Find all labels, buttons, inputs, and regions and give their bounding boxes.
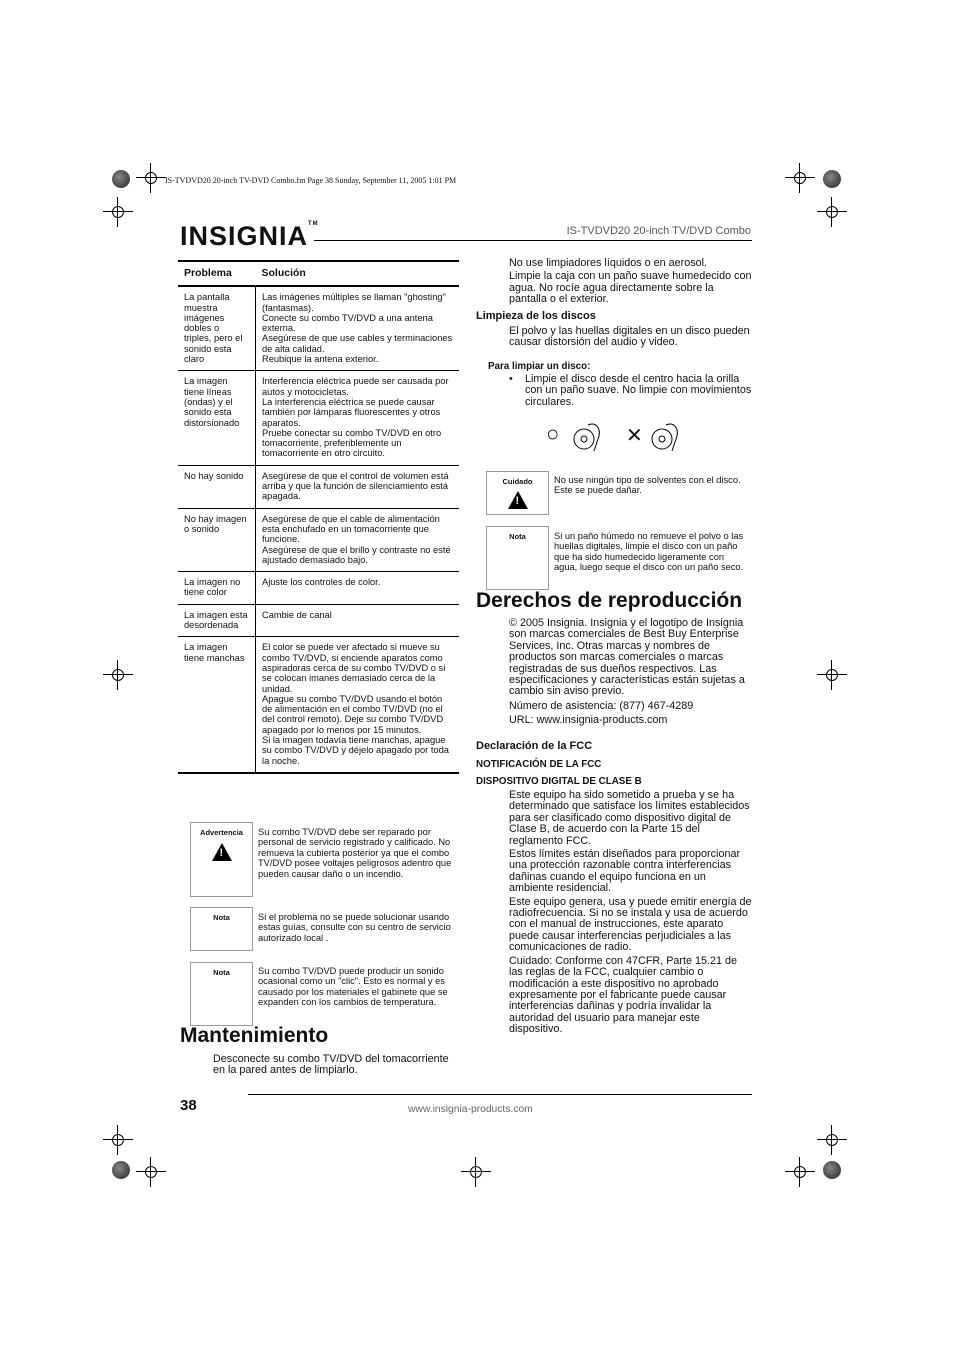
note-text: Su combo TV/DVD puede producir un sonido ocasional como un "clic". Esto es normal y es causado por los materiales el gabinete que se expanden con los cambios de temperatura. xyxy=(258,966,448,1008)
problem-cell: La pantalla muestra imágenes dobles o triples, pero el sonido esta claro xyxy=(178,286,256,371)
footer-url: www.insignia-products.com xyxy=(408,1104,533,1115)
clean-bullet xyxy=(509,374,753,408)
intro-paragraph: Limpie la caja con un paño suave humedecido con agua. No rocíe agua directamente sobre la pantalla o el exterior. xyxy=(509,270,752,306)
fcc-body xyxy=(509,790,753,1038)
registration-mark xyxy=(817,197,847,227)
solution-cell xyxy=(256,604,460,637)
solution-text: Pruebe conectar su combo TV/DVD en otro tomacorriente, preferiblemente un tomacorriente en otro circuito. xyxy=(262,427,442,459)
solution-cell xyxy=(256,286,460,371)
solution-text: Apague su combo TV/DVD usando el botón de alimentación en el combo TV/DVD (no el del control remoto). Deje su combo TV/DVD apagado por lo menos por 15 minutos. xyxy=(262,693,444,735)
copyright-heading: Derechos de reproducción xyxy=(476,589,743,612)
solution-text: Interferencia eléctrica puede ser causada por autos y motocicletas. xyxy=(262,376,449,397)
file-info: IS-TVDVD20 20-inch TV-DVD Combo.fm Page 38 Sunday, September 11, 2005 1:01 PM xyxy=(165,176,457,185)
solution-cell xyxy=(256,572,460,605)
registration-ball xyxy=(823,1161,841,1179)
clean-heading: Para limpiar un disco: xyxy=(488,361,591,372)
url-text: URL: www.insignia-products.com xyxy=(509,714,668,727)
header-rule xyxy=(314,240,752,241)
insignia-logo xyxy=(180,221,319,252)
registration-mark xyxy=(103,1125,133,1155)
note-label: Nota xyxy=(213,913,230,922)
table-row xyxy=(178,465,459,508)
troubleshooting-table xyxy=(178,260,459,774)
table-row xyxy=(178,572,459,605)
solution-text: Ajuste los controles de color. xyxy=(262,577,381,588)
warning-label: Advertencia xyxy=(200,828,243,837)
warning-icon xyxy=(508,491,528,509)
fcc-paragraph: Este equipo ha sido sometido a prueba y se ha determinado que satisface los límites establecidos para ser clasificado como dispositivo digital de Clase B, de acuerdo con la Parte 15 del reglamento FCC. xyxy=(509,789,750,847)
logo-tm: TM xyxy=(308,221,319,227)
registration-mark xyxy=(103,660,133,690)
registration-ball xyxy=(112,1161,130,1179)
disc-wipe-correct-icon xyxy=(566,417,606,457)
solution-cell xyxy=(256,637,460,773)
column-header: Problema xyxy=(178,261,256,286)
note-label: Nota xyxy=(509,532,526,541)
column-header: Solución xyxy=(256,261,460,286)
solution-text: Asegúrese de que use cables y terminaciones de alta calidad. xyxy=(262,333,453,354)
fcc-paragraph: Este equipo genera, usa y puede emitir energía de radiofrecuencia. Si no se instala y usa de acuerdo con el manual de instrucciones, este aparato puede causar interferencias perjudiciales a las comunicaciones de radio. xyxy=(509,895,752,954)
note-box xyxy=(190,962,253,1026)
disc-cleaning-illustration xyxy=(544,417,684,461)
registration-mark xyxy=(136,1157,166,1187)
fcc-heading: Declaración de la FCC xyxy=(476,740,593,752)
solution-cell xyxy=(256,465,460,508)
fcc-paragraph: Cuidado: Conforme con 47CFR, Parte 15.21 de las reglas de la FCC, cualquier cambio o modificación a este dispositivo no aprobado expresamente por el fabricante puede causar interferencias dañinas y podría invalidar la autoridad del usuario para manejar este dispositivo. xyxy=(509,954,738,1036)
copyright-section xyxy=(509,618,753,729)
solution-text: Asegúrese de que el brillo y contraste no esté ajustado demasiado bajo. xyxy=(262,544,451,565)
registration-mark xyxy=(785,163,815,193)
copyright-text: © 2005 Insignia. Insignia y el logotipo de Insignia son marcas comerciales de Best Buy Enterprise Services, Inc. Otras marcas y nombres de productos son marcas comerciales o marcas registradas de sus dueños respectivos. Las especificaciones y características están sujetas a cambio sin aviso previo. xyxy=(509,617,745,698)
problem-cell: La imagen esta desordenada xyxy=(178,604,256,637)
registration-ball xyxy=(112,170,130,188)
problem-cell: La imagen tiene líneas (ondas) y el sonido esta distorsionado xyxy=(178,371,256,465)
intro-paragraph: No use limpiadores líquidos o en aerosol. xyxy=(509,257,708,269)
note-label: Nota xyxy=(213,968,230,977)
note-text: Si un paño húmedo no remueve el polvo o las huellas digitales, limpie el disco con un paño que ha sido humedecido ligeramente con agua, luego seque el disco con un paño seco. xyxy=(554,531,744,573)
warning-icon xyxy=(212,843,232,861)
fcc-paragraph: Estos límites están diseñados para proporcionar una protección razonable contra interferencias dañinas cuando el equipo funciona en un ambiente residencial. xyxy=(509,848,741,895)
support-number: Número de asistencia: (877) 467-4289 xyxy=(509,699,694,712)
note-text: Si el problema no se puede solucionar usando estas guías, consulte con su centro de servicio autorizado local . xyxy=(258,912,451,943)
no-symbol: ✕ xyxy=(626,425,643,447)
disc-wipe-wrong-icon xyxy=(644,417,684,457)
registration-ball xyxy=(823,170,841,188)
fcc-class-b: DISPOSITIVO DIGITAL DE CLASE B xyxy=(476,776,642,787)
note-box xyxy=(190,907,253,951)
table-row xyxy=(178,637,459,773)
warning-box xyxy=(190,822,253,897)
solution-text: El color se puede ver afectado si mueve su combo TV/DVD, si enciende aparatos como aspiradoras cerca de su combo TV/DVD o si se colocan imanes demasiado cerca de la unidad. xyxy=(262,642,446,694)
maintenance-text: Desconecte su combo TV/DVD del tomacorriente en la pared antes de limpiarlo. xyxy=(213,1053,449,1077)
problem-cell: La imagen no tiene color xyxy=(178,572,256,605)
solution-text: Cambie de canal xyxy=(262,609,332,620)
registration-mark xyxy=(817,660,847,690)
logo-text: INSIGNIA xyxy=(180,221,309,251)
caution-box xyxy=(486,471,549,515)
registration-mark xyxy=(136,163,166,193)
solution-text: La interferencia eléctrica se puede causar también por lámparas fluorescentes y otros aparatos. xyxy=(262,396,441,428)
registration-mark xyxy=(461,1157,491,1187)
registration-mark xyxy=(103,197,133,227)
registration-mark xyxy=(817,1125,847,1155)
table-header-row xyxy=(178,261,459,286)
solution-text: Las imágenes múltiples se llaman "ghosting" (fantasmas). xyxy=(262,292,446,313)
solution-text: Reubique la antena exterior. xyxy=(262,354,379,365)
solution-cell xyxy=(256,508,460,571)
problem-cell: La imagen tiene manchas xyxy=(178,637,256,773)
solution-text: Si la imagen todavía tiene manchas, apague su combo TV/DVD y déjelo apagado por toda la noche. xyxy=(262,734,449,766)
caution-label: Cuidado xyxy=(502,477,533,486)
page-number: 38 xyxy=(180,1097,197,1114)
footer-rule xyxy=(248,1094,752,1095)
caution-text: No use ningún tipo de solventes con el disco. Este se puede dañar. xyxy=(554,475,741,496)
fcc-notification: NOTIFICACIÓN DE LA FCC xyxy=(476,759,602,770)
problem-cell: No hay imagen o sonido xyxy=(178,508,256,571)
table-row xyxy=(178,604,459,637)
problem-cell: No hay sonido xyxy=(178,465,256,508)
table-row xyxy=(178,286,459,371)
table-row xyxy=(178,371,459,465)
bullet-text: Limpie el disco desde el centro hacia la orilla con un paño suave. No limpie con movimientos circulares. xyxy=(525,373,752,408)
maintenance-heading: Mantenimiento xyxy=(180,1024,329,1047)
solution-text: Asegúrese de que el cable de alimentación esta enchufado en un tomacorriente que funcione. xyxy=(262,513,440,545)
disc-heading: Limpieza de los discos xyxy=(476,310,596,322)
bullet-marker: • xyxy=(509,373,513,385)
header-title: IS-TVDVD20 20-inch TV/DVD Combo xyxy=(566,225,751,237)
table-row xyxy=(178,508,459,571)
solution-text: Asegúrese de que el control de volumen está arriba y que la función de silenciamiento está apagada. xyxy=(262,470,449,502)
solution-cell xyxy=(256,371,460,465)
registration-mark xyxy=(785,1157,815,1187)
ok-symbol: ○ xyxy=(546,421,560,446)
note-box xyxy=(486,526,549,590)
right-intro xyxy=(509,258,753,308)
warning-text: Su combo TV/DVD debe ser reparado por personal de servicio registrado y calificado. No remueva la cubierta posterior ya que el combo TV/DVD posee voltajes peligrosos adentro que pueden causar daño o un incendio. xyxy=(258,827,452,879)
disc-text: El polvo y las huellas digitales en un disco pueden causar distorsión del audio y video. xyxy=(509,325,750,349)
solution-text: Conecte su combo TV/DVD a una antena externa. xyxy=(262,312,433,334)
